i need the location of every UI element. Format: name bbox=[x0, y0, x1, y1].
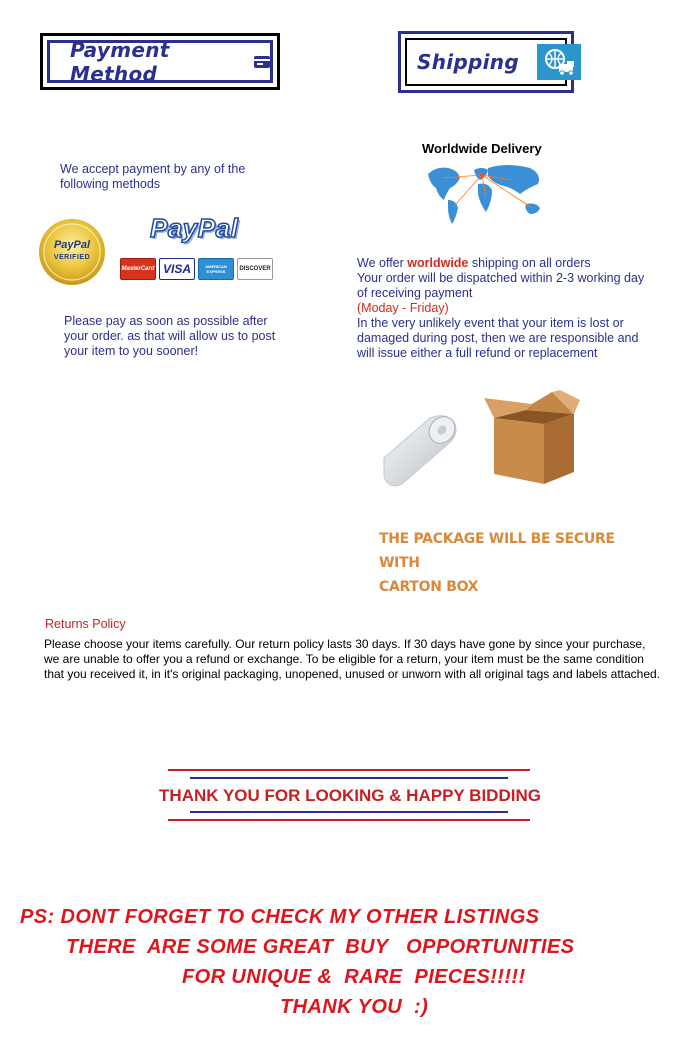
ps-line-1: PS: DONT FORGET TO CHECK MY OTHER LISTINGS bbox=[20, 906, 540, 928]
ps-line-3: FOR UNIQUE & RARE PIECES!!!!! bbox=[182, 966, 526, 988]
discover-label: DISCOVER bbox=[239, 266, 271, 272]
mastercard-logo bbox=[120, 258, 156, 280]
shipping-offer-line bbox=[357, 256, 657, 271]
visa-label: VISA bbox=[162, 262, 191, 276]
offer-suffix: shipping on all orders bbox=[468, 256, 591, 270]
ps-line-4: THANK YOU :) bbox=[280, 996, 429, 1018]
worldwide-delivery-title: Worldwide Delivery bbox=[422, 141, 542, 156]
paypal-seal-text: PayPal bbox=[53, 239, 91, 251]
world-map-image bbox=[422, 160, 552, 226]
visa-logo bbox=[159, 258, 195, 280]
bubble-wrap-image bbox=[380, 410, 465, 490]
dispatch-text: Your order will be dispatched within 2-3 working day of receiving payment bbox=[357, 271, 645, 300]
carton-box-image bbox=[482, 388, 582, 486]
offer-prefix: We offer bbox=[357, 256, 408, 270]
divider-bottom-red bbox=[168, 819, 530, 821]
mastercard-label: MasterCard bbox=[121, 266, 155, 272]
paypal-verified-seal bbox=[38, 218, 106, 286]
package-message bbox=[379, 527, 639, 599]
payment-intro: We accept payment by any of the following methods bbox=[60, 162, 246, 191]
shipping-details bbox=[357, 256, 657, 361]
ps-line-2: THERE ARE SOME GREAT BUY OPPORTUNITIES bbox=[66, 936, 575, 958]
shipping-header bbox=[398, 31, 574, 93]
paypal-logo: PayPal bbox=[150, 213, 239, 243]
lost-item-text: In the very unlikely event that your item is lost or damaged during post, then we are responsible and will issue either a full refund or replacement bbox=[357, 316, 639, 360]
returns-policy-body: Please choose your items carefully. Our return policy lasts 30 days. If 30 days have gone by since your purchase, we are unable to offer you a refund or exchange. To be eligible for a return, your item must be the same condition that you received it, in it's original packaging, unopened, unused or unworn with all original tags and labels attached. bbox=[44, 637, 661, 681]
payment-method-title: Payment Method bbox=[70, 37, 170, 86]
divider-top-blue bbox=[190, 777, 508, 779]
amex-label: AMERICAN EXPRESS bbox=[205, 264, 227, 274]
divider-bottom-blue bbox=[190, 811, 508, 813]
payment-method-header bbox=[40, 33, 280, 90]
paypal-seal-verified: VERIFIED bbox=[53, 254, 91, 261]
thank-you-banner: THANK YOU FOR LOOKING & HAPPY BIDDING bbox=[159, 786, 541, 805]
shipping-title: Shipping bbox=[417, 50, 519, 74]
divider-top-red bbox=[168, 769, 530, 771]
discover-logo bbox=[237, 258, 273, 280]
returns-policy-title: Returns Policy bbox=[45, 617, 126, 631]
working-days: (Moday - Friday) bbox=[357, 301, 449, 315]
package-line-1: THE PACKAGE WILL BE SECURE WITH bbox=[379, 531, 615, 571]
offer-highlight: worldwide bbox=[407, 256, 469, 270]
credit-card-icon bbox=[254, 56, 270, 68]
delivery-truck-icon bbox=[537, 44, 581, 80]
amex-logo bbox=[198, 258, 234, 280]
payment-note: Please pay as soon as possible after your order. as that will allow us to post your item to you sooner! bbox=[64, 314, 276, 358]
package-line-2: CARTON BOX bbox=[379, 579, 479, 595]
